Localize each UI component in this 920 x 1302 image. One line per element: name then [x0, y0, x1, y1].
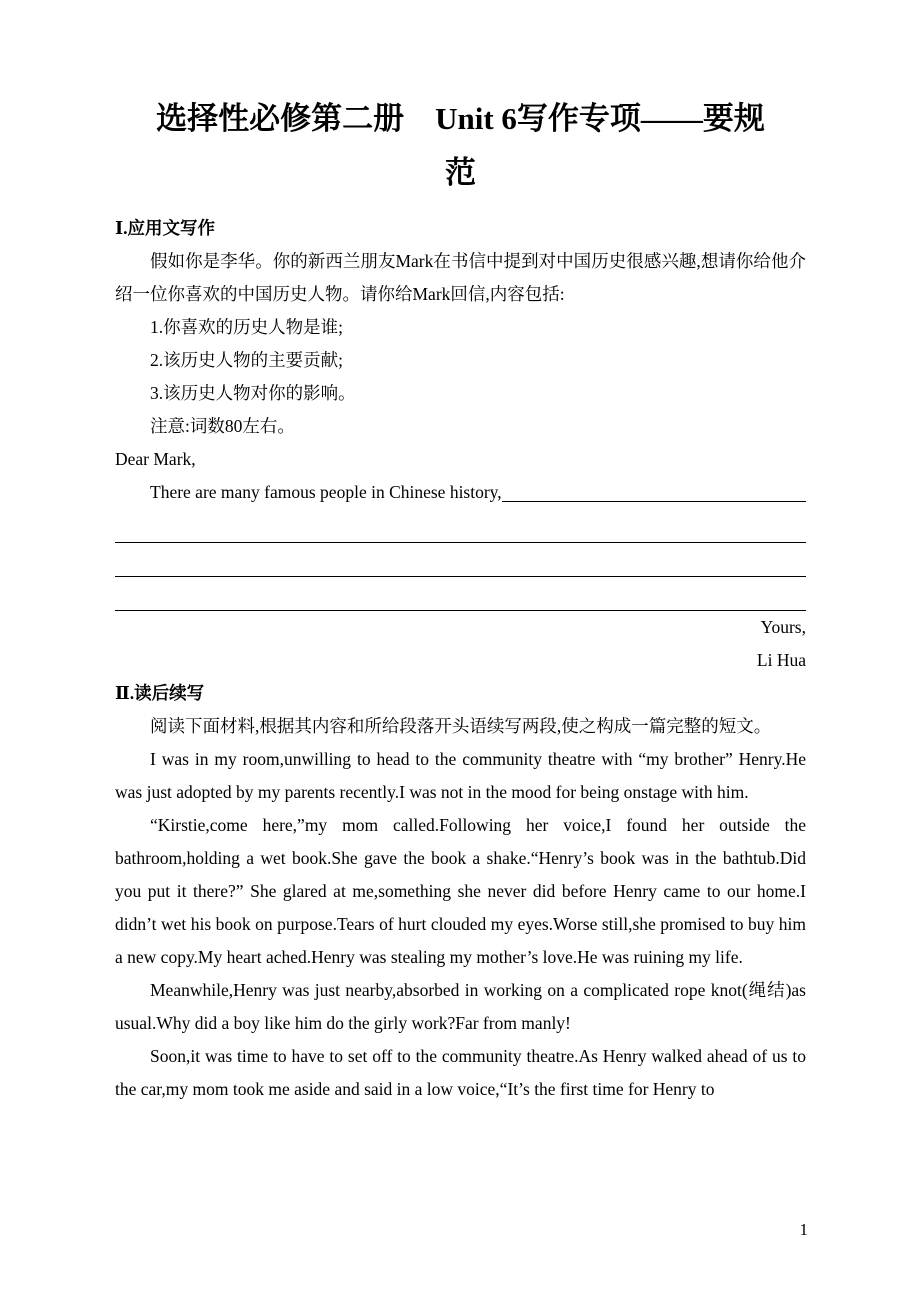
letter-signature: Li Hua [756, 650, 806, 670]
section-applied-writing [115, 212, 806, 677]
story-paragraph-4: Soon,it was time to have to set off to the community theatre.As Henry walked ahead of us to the car,my mom took me aside and said in a low voice,“It’s the first time for Henry to [115, 1046, 806, 1099]
page-number: 1 [799, 1220, 808, 1239]
section1-point-3: 3.该历史人物对你的影响。 [150, 383, 356, 403]
section1-point-1: 1.你喜欢的历史人物是谁; [150, 317, 343, 337]
story-paragraph-3: Meanwhile,Henry was just nearby,absorbed in working on a complicated rope knot(绳结)as usual.Why did a boy like him do the girly work?Far from manly! [115, 980, 806, 1033]
letter-opening-text: There are many famous people in Chinese history, [150, 482, 502, 502]
title-line-2: 范 [445, 155, 476, 190]
letter-salutation: Dear Mark, [115, 449, 196, 469]
answer-blank-line [115, 577, 806, 611]
section-continuation-writing [115, 677, 806, 1106]
letter-opening-line [115, 476, 806, 509]
story-paragraph-2: “Kirstie,come here,”my mom called.Following her voice,I found her outside the bathroom,holding a wet book.She gave the book a shake.“Henry’s book was in the bathtub.Did you put it there?” She glared at me,something she never did before Henry came to our home.I didn’t wet his book on purpose.Tears of hurt clouded my eyes.Worse still,she promised to buy him a new copy.My heart ached.Henry was stealing my mother’s love.He was ruining my life. [115, 815, 806, 967]
section1-heading: Ⅰ.应用文写作 [115, 218, 216, 238]
letter-closing: Yours, [760, 617, 806, 637]
section1-intro: 假如你是李华。你的新西兰朋友Mark在书信中提到对中国历史很感兴趣,想请你给他介绍一位你喜欢的中国历史人物。请你给Mark回信,内容包括: [115, 251, 806, 304]
answer-blank-line [115, 543, 806, 577]
section2-heading: Ⅱ.读后续写 [115, 683, 205, 703]
section1-point-2: 2.该历史人物的主要贡献; [150, 350, 343, 370]
title-line-1: 选择性必修第二册 Unit 6写作专项——要规 [156, 101, 765, 136]
document-title [115, 92, 806, 200]
section1-note: 注意:词数80左右。 [150, 416, 295, 436]
answer-blank-line [115, 509, 806, 543]
section2-instruction: 阅读下面材料,根据其内容和所给段落开头语续写两段,使之构成一篇完整的短文。 [150, 716, 772, 736]
answer-blank-line [502, 476, 806, 502]
story-paragraph-1: I was in my room,unwilling to head to the community theatre with “my brother” Henry.He was just adopted by my parents recently.I was not in the mood for being onstage with him. [115, 749, 806, 802]
